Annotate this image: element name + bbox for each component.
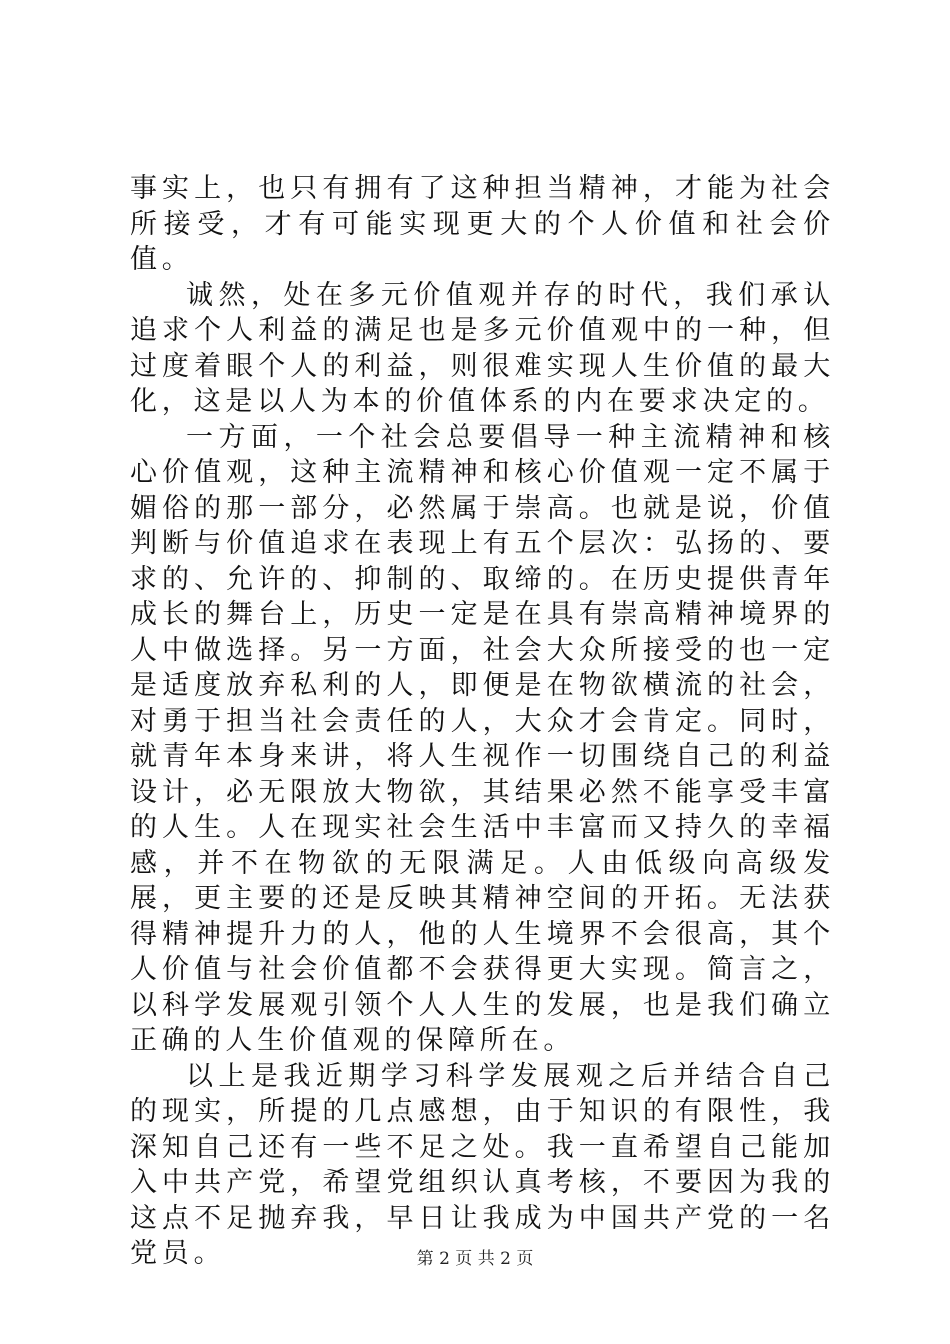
paragraph-4: 以上是我近期学习科学发展观之后并结合自己的现实，所提的几点感想，由于知识的有限性，我深知自己还有一些不足之处。我一直希望自己能加入中共产党，希望党组织认真考核，不要因为我的这点不足抛弃我，早日让我成为中国共产党的一名党员。 — [130, 1060, 835, 1269]
page-number-indicator: 第 2 页 共 2 页 — [416, 1249, 534, 1269]
document-body — [130, 171, 835, 1272]
paragraph-1: 事实上，也只有拥有了这种担当精神，才能为社会所接受，才有可能实现更大的个人价值和社会价值。 — [130, 173, 835, 275]
paragraph-3: 一方面，一个社会总要倡导一种主流精神和核心价值观，这种主流精神和核心价值观一定不属于媚俗的那一部分，必然属于崇高。也就是说，价值判断与价值追求在表现上有五个层次：弘扬的、要求的、允许的、抑制的、取缔的。在历史提供青年成长的舞台上，历史一定是在具有崇高精神境界的人中做选择。另一方面，社会大众所接受的也一定是适度放弃私利的人，即便是在物欲横流的社会，对勇于担当社会责任的人，大众才会肯定。同时，就青年本身来讲，将人生视作一切围绕自己的利益设计，必无限放大物欲，其结果必然不能享受丰富的人生。人在现实社会生活中丰富而又持久的幸福感，并不在物欲的无限满足。人由低级向高级发展，更主要的还是反映其精神空间的开拓。无法获得精神提升力的人，他的人生境界不会很高，其个人价值与社会价值都不会获得更大实现。简言之，以科学发展观引领个人人生的发展，也是我们确立正确的人生价值观的保障所在。 — [130, 421, 835, 1056]
page-footer — [0, 1244, 950, 1269]
paragraph-2: 诚然，处在多元价值观并存的时代，我们承认追求个人利益的满足也是多元价值观中的一种，但过度着眼个人的利益，则很难实现人生价值的最大化，这是以人为本的价值体系的内在要求决定的。 — [130, 279, 835, 417]
